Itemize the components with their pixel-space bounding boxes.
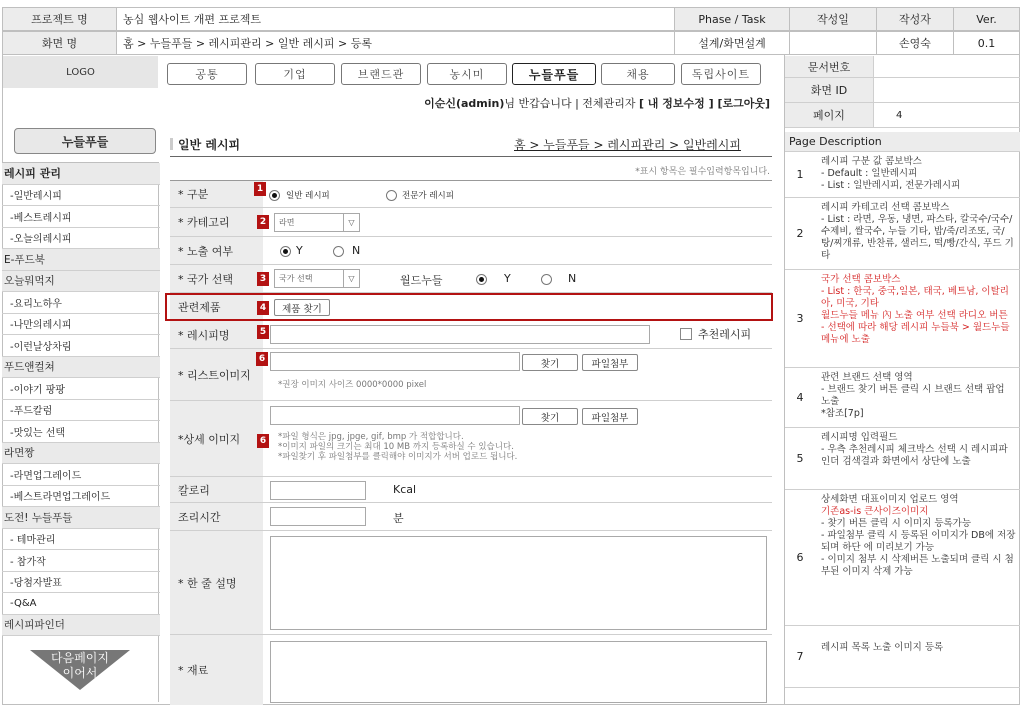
form-row-detail-image <box>170 401 772 477</box>
world-y-label: Y <box>504 272 511 285</box>
world-n-label: N <box>568 272 577 285</box>
form-row-list-image <box>170 349 772 401</box>
page-label: 페이지 <box>785 103 873 128</box>
user-greeting: 님 반갑습니다 | 전체관리자 <box>504 97 639 110</box>
sidebar-item[interactable]: -이런날상차림 <box>2 335 160 357</box>
world-y-radio[interactable] <box>476 274 487 285</box>
sidebar <box>2 162 159 702</box>
form-row-ingredient <box>170 635 772 705</box>
desc-line: - 이미지 첨부 시 삭제버튼 노출되며 클릭 시 첨부된 이미지 삭제 가능 <box>821 554 1014 577</box>
category-select[interactable] <box>274 213 360 232</box>
sidebar-item[interactable]: 푸드앤컬쳐 <box>2 357 160 379</box>
time-unit: 분 <box>393 512 404 525</box>
user-actions[interactable]: [ 내 정보수정 ] [로그아웃] <box>638 97 770 110</box>
detail-image-attach-button[interactable]: 파일첨부 <box>582 408 638 425</box>
sidebar-item[interactable]: -오늘의레시피 <box>2 228 160 250</box>
exposure-n-radio[interactable] <box>333 246 344 257</box>
desc-num: 6 <box>796 551 804 564</box>
calorie-unit: Kcal <box>393 483 417 496</box>
date-value <box>790 31 877 55</box>
nav-recruit[interactable]: 채용 <box>601 63 675 85</box>
desc-item <box>785 270 1020 368</box>
find-product-button[interactable]: 제품 찾기 <box>274 299 330 316</box>
desc-line: 레시피명 입력필드 <box>821 432 898 443</box>
nav-independent-site[interactable]: 독립사이트 <box>681 63 761 85</box>
desc-item <box>785 152 1020 198</box>
desc-num: 3 <box>796 312 804 325</box>
nav-brand[interactable]: 브랜드관 <box>341 63 421 85</box>
country-select-value: 국가 선택 <box>279 274 313 283</box>
desc-item <box>785 626 1020 688</box>
badge-4: 4 <box>257 301 269 315</box>
desc-num: 7 <box>796 650 804 663</box>
sidebar-item[interactable]: -이야기 팡팡 <box>2 378 160 400</box>
ingredient-textarea[interactable] <box>270 641 767 703</box>
desc-line: - List : 라면, 우동, 냉면, 파스타, 칼국수/국수/수제비, 쌀국수, 누들 기타, 밥/죽/리조또, 국/탕/찌개류, 반찬류, 샐러드, 떡/빵/간식, 푸드 기타 <box>821 214 1014 261</box>
exposure-y-label: Y <box>296 244 303 257</box>
exposure-label: * 노출 여부 <box>170 237 263 264</box>
desc-line: 레시피 카테고리 선택 콤보박스 <box>821 202 950 213</box>
category-select-value: 라면 <box>279 218 295 227</box>
nav-nongsimi[interactable]: 농시미 <box>427 63 507 85</box>
exposure-n-label: N <box>352 244 361 257</box>
desc-line: - List : 일반레시피, 전문가레시피 <box>821 180 961 191</box>
sidebar-item[interactable]: -맛있는 선택 <box>2 421 160 443</box>
badge-5: 5 <box>257 325 269 339</box>
desc-item <box>785 490 1020 626</box>
sidebar-item[interactable]: -일반레시피 <box>2 185 160 207</box>
badge-6: 6 <box>256 352 268 366</box>
dropdown-arrow-icon: ▽ <box>343 270 359 287</box>
desc-label: * 한 줄 설명 <box>170 531 263 634</box>
title-marker <box>170 138 173 150</box>
country-select[interactable] <box>274 269 360 288</box>
desc-line: 국가 선택 콤보박스 <box>821 274 901 285</box>
calorie-input[interactable] <box>270 481 366 500</box>
sidebar-item[interactable]: - 참가작 <box>2 550 160 572</box>
desc-line: - 찾기 버튼 클릭 시 이미지 등록가능 <box>821 518 972 529</box>
phase-value: 설계/화면설계 <box>675 31 790 55</box>
project-label: 프로젝트 명 <box>2 7 117 31</box>
desc-item <box>785 428 1020 490</box>
sidebar-item[interactable]: -베스트레시피 <box>2 206 160 228</box>
sidebar-item[interactable]: -라면업그레이드 <box>2 464 160 486</box>
desc-line: - 파일첨부 클릭 시 등록된 이미지가 DB에 저장되며 하단 에 미리보기 가능 <box>821 530 1016 553</box>
type-general-label: 일반 레시피 <box>286 191 330 201</box>
sidebar-item[interactable]: - 테마관리 <box>2 529 160 551</box>
user-bar <box>382 95 770 111</box>
type-label: * 구분 <box>170 181 263 207</box>
screen-id-label: 화면 ID <box>785 78 873 103</box>
type-expert-label: 전문가 레시피 <box>402 191 454 201</box>
country-label: * 국가 선택 <box>170 265 263 292</box>
author-label: 작성자 <box>877 7 954 31</box>
desc-num: 5 <box>796 452 804 465</box>
recommend-checkbox[interactable] <box>680 328 692 340</box>
desc-num: 2 <box>796 227 804 240</box>
breadcrumb[interactable]: 홈 > 누들푸들 > 레시피관리 > 일반레시피 <box>514 138 741 152</box>
phase-label: Phase / Task <box>675 7 790 31</box>
content-title: 일반 레시피 <box>178 138 241 152</box>
date-label: 작성일 <box>790 7 877 31</box>
desc-line: - Default : 일반레시피 <box>821 168 918 179</box>
desc-line: *참조[7p] <box>821 408 864 419</box>
world-noodle-label: 월드누들 <box>400 274 443 287</box>
recommend-label: 추천레시피 <box>698 328 752 341</box>
nav-noodlefoodle[interactable]: 누들푸들 <box>512 63 596 85</box>
desc-line: 기존as-is 큰사이즈이미지 <box>821 506 929 517</box>
sidebar-item[interactable]: 오늘뭐먹지 <box>2 271 160 293</box>
sidebar-item[interactable]: 레시피 관리 <box>2 163 160 185</box>
required-note: *표시 항목은 필수입력항목입니다. <box>635 167 770 177</box>
sidebar-item[interactable]: 도전! 누들푸들 <box>2 507 160 529</box>
form-row-description <box>170 531 772 635</box>
form-row-product <box>165 293 773 321</box>
product-label: 관련제품 <box>170 295 263 319</box>
ingredient-label: * 재료 <box>170 635 263 705</box>
type-general-radio[interactable] <box>269 190 280 201</box>
badge-3: 3 <box>257 272 269 286</box>
sidebar-item[interactable]: -당첨자발표 <box>2 572 160 594</box>
list-image-label: * 리스트이미지 <box>170 349 263 400</box>
list-image-find-button[interactable]: 찾기 <box>522 354 578 371</box>
form-row-country <box>170 265 772 293</box>
category-label: * 카테고리 <box>170 208 263 236</box>
desc-line: 상세화면 대표이미지 업로드 영역 <box>821 494 959 505</box>
detail-image-label: *상세 이미지 <box>170 401 263 476</box>
detail-image-find-button[interactable]: 찾기 <box>522 408 578 425</box>
form-row-category <box>170 208 772 237</box>
sidebar-item[interactable]: -나만의레시피 <box>2 314 160 336</box>
time-label: 조리시간 <box>170 503 263 530</box>
page-value: 4 <box>873 103 1020 128</box>
version-label: Ver. <box>954 7 1020 31</box>
author-value: 손영숙 <box>877 31 954 55</box>
name-label: * 레시피명 <box>170 321 263 348</box>
desc-line: - 선택에 따라 해당 레시피 누들북 > 월드누들 메뉴에 노출 <box>821 322 1010 345</box>
sidebar-item[interactable]: -베스트라면업그레이드 <box>2 486 160 508</box>
detail-hint-3: *파일찾기 후 파일첨부를 클릭해야 이미지가 서버 업로드 됩니다. <box>278 452 518 462</box>
form-row-calorie <box>170 477 772 503</box>
doc-no-value <box>873 56 1020 78</box>
page-description-title: Page Description <box>785 132 1020 152</box>
badge-1: 1 <box>254 182 266 196</box>
list-image-attach-button[interactable]: 파일첨부 <box>582 354 638 371</box>
nav-common[interactable]: 공통 <box>167 63 247 85</box>
project-name: 농심 웹사이트 개편 프로젝트 <box>117 7 675 31</box>
sidebar-item[interactable]: -Q&A <box>2 593 160 615</box>
recipe-name-input[interactable] <box>270 325 650 344</box>
list-image-hint: *권장 이미지 사이즈 0000*0000 pixel <box>278 380 427 390</box>
version-value: 0.1 <box>954 31 1020 55</box>
detail-hint-1: *파일 형식은 jpg, jpge, gif, bmp 가 적합합니다. <box>278 432 464 442</box>
list-image-input[interactable] <box>270 352 520 371</box>
desc-line: - 우측 추천레시피 체크박스 선택 시 레시피파인더 검색결과 화면에서 상단에 노출 <box>821 444 1008 467</box>
desc-line: 관련 브랜드 선택 영역 <box>821 372 913 383</box>
desc-item <box>785 198 1020 270</box>
desc-item <box>785 368 1020 428</box>
badge-2: 2 <box>257 215 269 229</box>
detail-image-input[interactable] <box>270 406 520 425</box>
title-divider <box>170 156 772 157</box>
nav-corporate[interactable]: 기업 <box>255 63 335 85</box>
sidebar-item[interactable]: 레시피파인더 <box>2 615 160 637</box>
desc-num: 4 <box>796 391 804 404</box>
screen-id-value <box>873 78 1020 103</box>
doc-no-label: 문서번호 <box>785 56 873 78</box>
desc-line: 월드누들 메뉴 內 노출 여부 선택 라디오 버튼 <box>821 310 1008 321</box>
form-row-name <box>170 321 772 349</box>
logo[interactable]: LOGO <box>3 56 158 88</box>
dropdown-arrow-icon: ▽ <box>343 214 359 231</box>
desc-line: - List : 한국, 중국,일본, 태국, 베트남, 이탈리아, 미국, 기타 <box>821 286 1009 309</box>
description-textarea[interactable] <box>270 536 767 630</box>
world-n-radio[interactable] <box>541 274 552 285</box>
exposure-y-radio[interactable] <box>280 246 291 257</box>
sidebar-item[interactable]: -푸드칼럼 <box>2 400 160 422</box>
screen-path: 홈 > 누들푸들 > 레시피관리 > 일반 레시피 > 등록 <box>117 31 675 55</box>
form-row-type <box>170 181 772 208</box>
screen-label: 화면 명 <box>2 31 117 55</box>
type-expert-radio[interactable] <box>386 190 397 201</box>
sidebar-item[interactable]: E-푸드북 <box>2 249 160 271</box>
calorie-label: 칼로리 <box>170 477 263 502</box>
next-page-label: 다음페이지 이어서 <box>51 651 109 680</box>
sidebar-item[interactable]: -요리노하우 <box>2 292 160 314</box>
desc-line: 레시피 목록 노출 이미지 등록 <box>821 642 944 653</box>
next-page-arrow <box>30 650 130 690</box>
form-row-time <box>170 503 772 531</box>
time-input[interactable] <box>270 507 366 526</box>
sidebar-title[interactable]: 누들푸들 <box>14 128 156 154</box>
desc-line: - 브랜드 찾기 버튼 클릭 시 브랜드 선택 팝업 노출 <box>821 384 1005 407</box>
user-name: 이순신(admin) <box>424 97 505 110</box>
form-row-exposure <box>170 237 772 265</box>
sidebar-item[interactable]: 라면짱 <box>2 443 160 465</box>
badge-6b: 6 <box>257 434 269 448</box>
detail-hint-2: *이미지 파일의 크기는 최대 10 MB 까지 등록하실 수 있습니다. <box>278 442 514 452</box>
desc-line: 레시피 구분 값 콤보박스 <box>821 156 922 167</box>
desc-num: 1 <box>796 168 804 181</box>
